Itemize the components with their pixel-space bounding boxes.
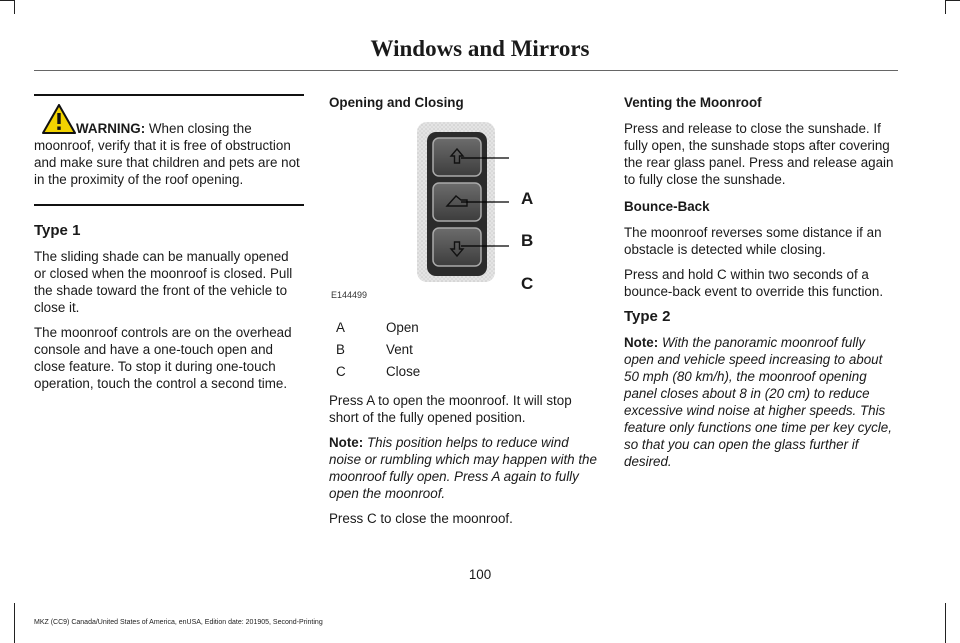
callout-label-b: B — [521, 231, 534, 250]
key-letter: B — [336, 341, 345, 357]
crop-mark — [945, 0, 946, 14]
crop-mark — [945, 603, 946, 643]
note-label: Note: — [624, 335, 659, 350]
note-text: With the panoramic moonroof fully open and vehicle speed increasing to about 50 mph (80 km/h), the moonroof opening panel closes about 8 in (20 cm) to reduce excessive wind noise at higher speeds. This feature only functions one time per key cycle, so that you can open the glass further if desired. — [624, 335, 892, 469]
open-instructions: Press A to open the moonroof. It will stop short of the fully opened position. — [329, 393, 572, 425]
column-2 — [329, 94, 597, 535]
key-row — [329, 338, 597, 360]
moonroof-control-figure — [329, 120, 597, 310]
bounce-back-paragraph-1: The moonroof reverses some distance if an obstacle is detected while closing. — [624, 225, 882, 257]
warning-icon — [42, 104, 76, 134]
opening-closing-heading: Opening and Closing — [329, 95, 464, 110]
page-number: 100 — [468, 567, 492, 582]
key-description: Open — [386, 319, 419, 335]
close-button — [433, 228, 481, 266]
key-description: Close — [386, 363, 421, 379]
moonroof-control-illustration — [329, 120, 597, 310]
close-instructions: Press C to close the moonroof. — [329, 511, 513, 526]
warning-body: When closing the moonroof, verify that it is free of obstruction and make sure that children and pets are not in the proximity of the roof opening. — [34, 121, 300, 187]
key-row — [329, 360, 597, 382]
callout-label-c: C — [521, 274, 534, 293]
callout-label-a: A — [521, 189, 534, 208]
bounce-back-paragraph-2: Press and hold C within two seconds of a bounce-back event to override this function. — [624, 267, 884, 299]
key-row — [329, 316, 597, 338]
note-text: This position helps to reduce wind noise or rumbling which may happen with the moonroof fully open. Press A again to fully open the moonroof. — [329, 435, 597, 501]
bounce-back-heading: Bounce-Back — [624, 199, 710, 214]
key-table — [329, 316, 597, 382]
crop-mark — [14, 0, 15, 14]
type2-heading: Type 2 — [624, 308, 671, 325]
note-label: Note: — [329, 435, 364, 450]
column-3 — [624, 94, 896, 478]
note — [329, 434, 597, 502]
header-divider — [34, 70, 898, 71]
type2-note — [624, 334, 896, 470]
type1-paragraph-1: The sliding shade can be manually opened or closed when the moonroof is closed. Pull the shade toward the front of the vehicle to close it. — [34, 249, 293, 315]
crop-mark — [14, 603, 15, 643]
page-title: Windows and Mirrors — [370, 36, 590, 61]
warning-label: WARNING: — [76, 121, 146, 136]
key-letter: A — [336, 319, 345, 335]
crop-mark — [0, 0, 14, 1]
venting-heading: Venting the Moonroof — [624, 95, 762, 110]
type1-heading: Type 1 — [34, 222, 81, 239]
venting-text: Press and release to close the sunshade. If fully open, the sunshade stops after covering the rear glass panel. Press and release again to fully close the sunshade. — [624, 121, 894, 187]
figure-code: E144499 — [331, 290, 368, 300]
warning-box — [34, 94, 304, 206]
key-description: Vent — [386, 341, 413, 357]
column-1 — [34, 94, 304, 400]
type1-paragraph-2: The moonroof controls are on the overhead console and have a one-touch open and close feature. To stop it during one-touch operation, touch the control a second time. — [34, 325, 292, 391]
footer-edition-info: MKZ (CC9) Canada/United States of America, enUSA, Edition date: 201905, Second-Printing — [34, 619, 323, 626]
crop-mark — [946, 0, 960, 1]
open-button — [433, 138, 481, 176]
key-letter: C — [336, 363, 346, 379]
